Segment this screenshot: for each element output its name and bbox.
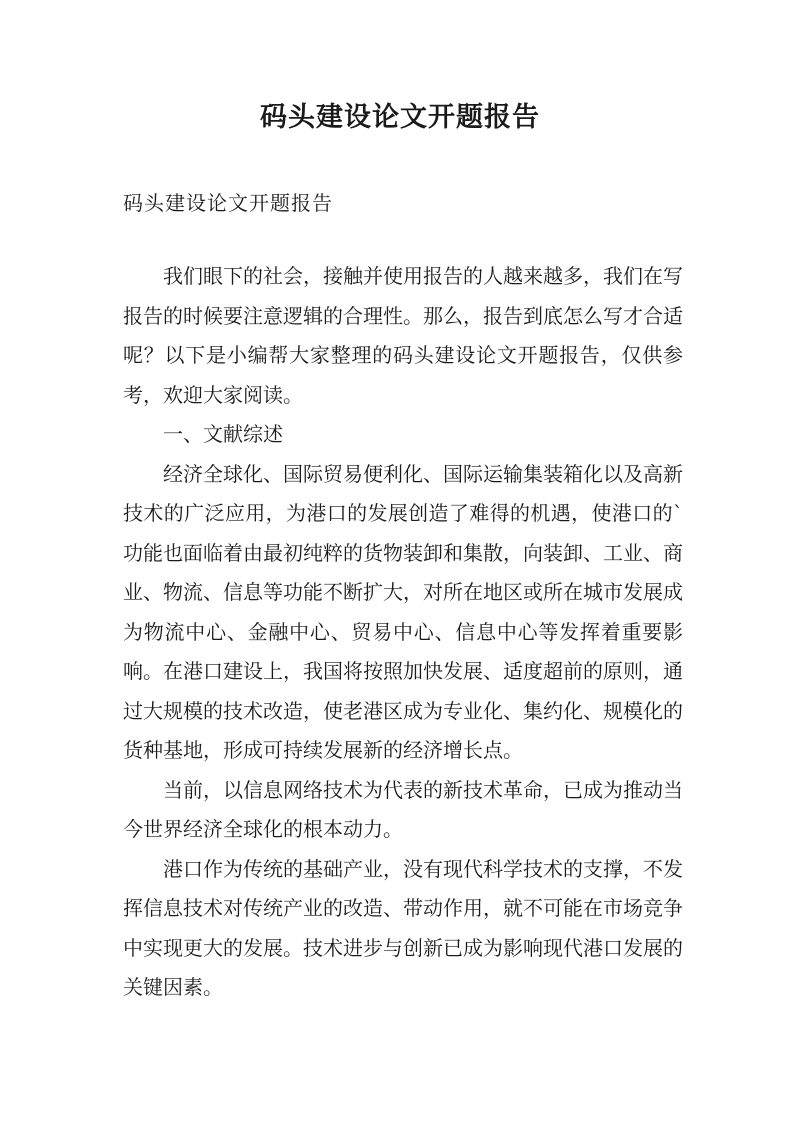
paragraph-intro: 我们眼下的社会，接触并使用报告的人越来越多，我们在写报告的时候要注意逻辑的合理性。那么，报告到底怎么写才合适呢？以下是小编帮大家整理的码头建设论文开题报告，仅供参考，欢迎大家阅读。 — [123, 264, 683, 407]
paragraph-port-industry: 港口作为传统的基础产业，没有现代科学技术的支撑，不发挥信息技术对传统产业的改造、带动作用，就不可能在市场竞争中实现更大的发展。技术进步与创新已成为影响现代港口发展的关键因素。 — [123, 856, 683, 999]
document-title: 码头建设论文开题报告 — [260, 102, 540, 133]
paragraph-tech-revolution: 当前，以信息网络技术为代表的新技术革命，已成为推动当今世界经济全球化的根本动力。 — [123, 777, 683, 841]
paragraph-globalization: 经济全球化、国际贸易便利化、国际运输集装箱化以及高新技术的广泛应用，为港口的发展创造了难得的机遇，使港口的`功能也面临着由最初纯粹的货物装卸和集散，向装卸、工业、商业、物流、信息等功能不断扩大，对所在地区或所在城市发展成为物流中心、金融中心、贸易中心、信息中心等发挥着重要影响。在港口建设上，我国将按照加快发展、适度超前的原则，通过大规模的技术改造，使老港区成为专业化、集约化、规模化的货种基地，形成可持续发展新的经济增长点。 — [123, 461, 683, 762]
document-subtitle: 码头建设论文开题报告 — [123, 191, 333, 215]
document-body — [123, 257, 683, 1008]
section-heading-literature-review: 一、文献综述 — [163, 422, 283, 446]
